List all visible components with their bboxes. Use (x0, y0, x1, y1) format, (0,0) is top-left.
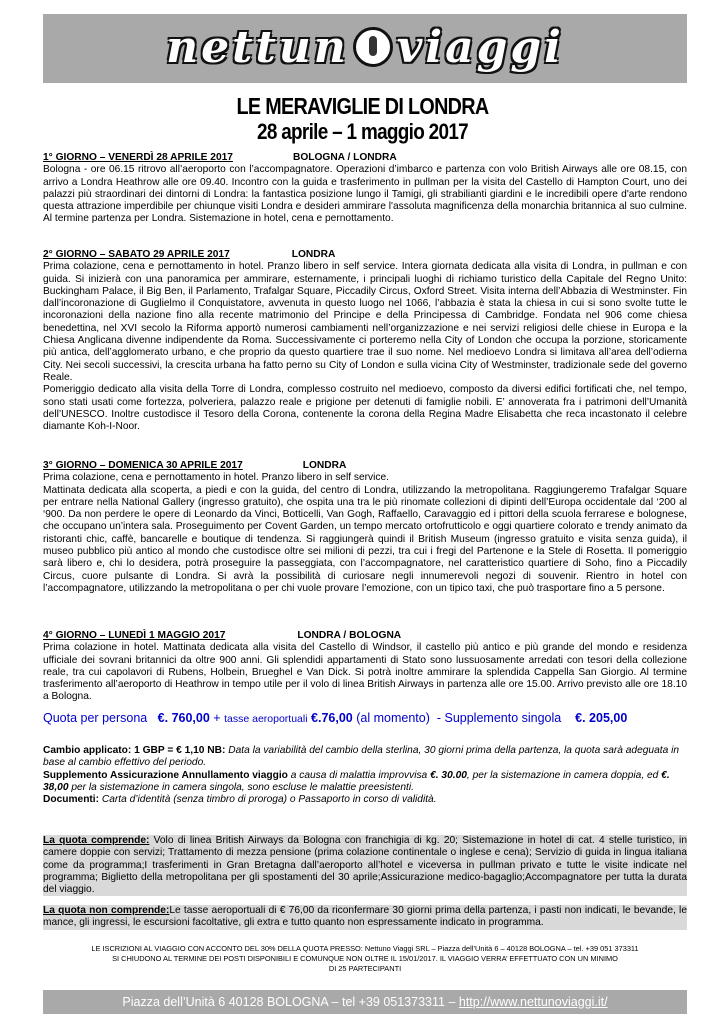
exchange-label: Cambio applicato: 1 GBP = € 1,10 NB: (43, 745, 226, 756)
documents-text: Carta d’identità (senza timbro di proroga) o Passaporto in corso di validità. (101, 794, 437, 806)
exchange-text: Data la variabilità del cambio della sterlina, 30 giorni prima della partenza, la quota sarà adeguata in base al cambio effettivo del periodo. (43, 745, 680, 769)
insurance-amount: €. 30.00 (430, 769, 467, 781)
day-4-section (43, 630, 687, 704)
insurance-text-3: per la sistemazione in camera singola, sono escluse le malattie preesistenti. (71, 781, 414, 793)
day-3-section (43, 460, 687, 595)
day-paragraph: Prima colazione, cena e pernottamento in hotel. Pranzo libero in self service. (43, 472, 389, 484)
day-paragraph: Mattinata dedicata alla scoperta, a piedi e con la guida, del centro di Londra, utilizzando la metropolitana. Raggiungeremo Trafalgar Square per entrare nella National Gallery (ingresso gratuito), che ospita una tra le più rinomate collezioni di dipinti dell’Europa occidentale dal ‘200 al ‘900. Da non perdere le opere di Leonardo da Vinci, Botticelli, Van Gogh, Raffaello, Caravaggio ed i pittori della scuola ferrarese e bolognese, che occupano un’intera sala. Proseguimento per Covent Garden, un tempo mercato ortofrutticolo e oggi quartiere colorato e trendy animato da ristoranti chic, caffè, bancarelle e boutique di tendenza. Si raggiungerà quindi il British Museum (ingresso gratuito e visita senza guida), il museo pubblico più antico al mondo che custodisce oltre sei milioni di pezzi, tra cui i fregi del Partenone e la Stele di Rosetta. Il pomeriggio sarà libero e, chi lo desidera, potrà proseguire la passeggiata, con l’accompagnatore, nel caratteristico quartiere di Soho, fino a Piccadily Circus, cuore pulsante di Londra. Si avrà la possibilità di curiosare negli innumerevoli negozi di souvenir. Rientro in hotel con l’accompagnatore, utilizzando la metropolitana o per chi vuole provare l’emozione, con un tipico taxi, che può trasportare fino a 5 persone. (43, 484, 687, 594)
day-date: 4° GIORNO – LUNEDÌ 1 MAGGIO 2017 (43, 630, 226, 641)
header-banner (43, 14, 687, 83)
day-date: 3° GIORNO – DOMENICA 30 APRILE 2017 (43, 460, 243, 471)
includes-box (43, 835, 687, 896)
day-date: 2° GIORNO – SABATO 29 APRILE 2017 (43, 249, 230, 260)
day-place: LONDRA / BOLOGNA (297, 630, 402, 641)
registration-line: LE ISCRIZIONI AL VIAGGIO CON ACCONTO DEL 30% DELLA QUOTA PRESSO: Nettuno Viaggi SRL – Piazza dell’Unità 6 – 40128 BOLOGNA – tel. +39 051 373311 (91, 944, 639, 953)
includes-label: La quota comprende: (43, 835, 150, 846)
day-heading (43, 249, 687, 261)
registration-line: DI 25 PARTECIPANTI (328, 964, 402, 973)
tax-label: tasse aeroportuali (224, 713, 308, 725)
notes-section (43, 745, 687, 806)
insurance-text: a causa di malattia improvvisa (290, 769, 428, 781)
exchange-note (43, 745, 687, 770)
page-subtitle: 28 aprile – 1 maggio 2017 (256, 119, 469, 144)
excludes-text: Le tasse aeroportuali di € 76,00 da riconfermare 30 giorni prima della partenza, i pasti non indicati, le bevande, le mance, gli ingressi, le escursioni facoltative, gli extra e tutto quanto non espressamente indicato in programma. (43, 905, 687, 929)
day-place: LONDRA (302, 460, 347, 471)
nettuno-viaggi-logo (43, 22, 687, 73)
day-heading (43, 460, 687, 472)
excludes-box (43, 905, 687, 930)
day-place: LONDRA (291, 249, 336, 260)
day-heading (43, 630, 687, 642)
insurance-label: Supplemento Assicurazione Annullamento viaggio (43, 769, 288, 781)
day-paragraph: Pomeriggio dedicato alla visita della Torre di Londra, complesso costruito nel medioevo, composto da diversi edifici fortificati che, nel tempo, sono stati usati come fortezza, polveriera, palazzo reale e prigione per detenuti di famiglie nobili. E’ annoverata fra i patrimoni dell’Umanità dell’UNESCO. Inoltre custodisce il Tesoro della Corona, contenente la corona della Regina Madre Elisabetta che reca incastonato il celebre diamante Koh-I-Noor. (43, 384, 687, 433)
single-supplement-label: - Supplemento singola (436, 711, 562, 725)
day-date: 1° GIORNO – VENERDÌ 28 APRILE 2017 (43, 152, 233, 163)
logo-text-right: viaggi (396, 22, 564, 73)
registration-notes (43, 944, 687, 974)
insurance-text-2: , per la sistemazione in camera doppia, ed (466, 769, 659, 781)
day-paragraph: Bologna - ore 06.15 ritrovo all’aeroporto con l’accompagnatore. Operazioni d’imbarco e partenza con volo British Airways alle ore 08.15, con arrivo a Londra Heathrow alle ore 09.40. Incontro con la guida e trasferimento in pullman per la visita del Castello di Hampton Court, uno dei palazzi più straordinari dei dintorni di Londra: la fantastica posizione lungo il Tamigi, gli strabilianti giardini e le incredibili opere d'arte rendono questa attrazione imperdibile per chiunque visiti Londra e desideri ammirare l'assoluta magnificenza della monarchia britannica al suo culmine. Al termine partenza per Londra. Sistemazione in hotel, cena e pernottamento. (43, 164, 687, 225)
day-heading (43, 152, 687, 164)
footer-bar (43, 990, 687, 1014)
registration-line: SI CHIUDONO AL TERMINE DEI POSTI DISPONIBILI E COMUNQUE NON OLTRE IL 15/01/2017. IL VIAGGIO VERRA’ EFFETTUATO CON UN MINIMO (112, 954, 618, 963)
neptune-globe-icon (353, 27, 393, 67)
day-place: BOLOGNA / LONDRA (292, 152, 397, 163)
logo-text-left: nettun (166, 22, 349, 73)
day-paragraph: Prima colazione in hotel. Mattinata dedicata alla visita del Castello di Windsor, il castello più antico e più grande del mondo e residenza ufficiale dei sovrani britannici da oltre 900 anni. Gli splendidi appartamenti di Stato sono lussuosamente arredati con tesori della collezione reale, tra cui capolavori di Rubens, Holbein, Brueghel e Van Dick. Si potrà inoltre ammirare la splendida Cappella San Giorgio. Al termine trasferimento all’aeroporto di Heathrow in tempo utile per il volo di linea British Airways in partenza alle ore 15.00. Arrivo previsto alle ore 18.10 a Bologna. (43, 642, 687, 703)
insurance-amount-2: €. 38,00 (43, 769, 670, 793)
price-label: Quota per persona (43, 711, 148, 725)
day-2-section (43, 249, 687, 433)
insurance-note (43, 770, 687, 795)
documents-label: Documenti: (43, 794, 100, 806)
day-1-section (43, 152, 687, 226)
documents-note (43, 794, 687, 806)
website-link[interactable]: http://www.nettunoviaggi.it/ (458, 995, 608, 1009)
tax-note: (al momento) (356, 711, 430, 725)
excludes-label: La quota non comprende: (43, 905, 170, 916)
includes-text: Volo di linea British Airways da Bologna con franchigia di kg. 20; Sistemazione in hotel di cat. 4 stelle turistico, in camere doppie con servizi; Trattamento di mezza pensione (prima colazione continentale o inglese e cena); Servizio di guida in lingua italiana come da programma;I trasferimenti in Gran Bretagna dall’aeroporto all’hotel e viceversa in pullman privato e tutte le visite indicate nel programma; Biglietto della metropolitana per gli spostamenti del 30 aprile;Assicurazione medico-bagaglio;Accompagnatore per tutta la durata del viaggio. (43, 835, 687, 896)
footer-address: Piazza dell’Unità 6 40128 BOLOGNA – tel +39 051373311 – (122, 995, 456, 1009)
price-amount: €. 760,00 (157, 711, 210, 725)
page-title: LE MERAVIGLIE DI LONDRA (236, 93, 489, 119)
day-paragraph: Prima colazione, cena e pernottamento in hotel. Pranzo libero in self service. Intera giornata dedicata alla visita di Londra, in pullman e con guida. Si inizierà con una panoramica per ammirare, esternamente, i principali luoghi di richiamo turistico della Capitale del Regno Unito: Buckingham Palace, il Big Ben, il Parlamento, Trafalgar Square, Piccadily Circus, Oxford Street. Visita interna dell’Abbazia di Westminster. Fin dall’incoronazione di Guglielmo il Conquistatore, avvenuta in questo luogo nel 1066, l’abbazia è stata la chiesa in cui si sono svolte tutte le incoronazioni della nazione fino alla recente matrimonio del Principe e della Principessa di Cambridge. Fondata nel 906 come chiesa benedettina, nel XVI secolo la Riforma apportò numerosi cambiamenti nell’organizzazione e nei servizi religiosi delle chiese in Europa e la Chiesa Anglicana divenne indipendente da Roma. Successivamente ci porteremo nella City of London che occupa la porzione, storicamente più antica, dell’agglomerato urbano, e che proprio da questo quartiere trae il suo nome. Nel medioevo Londra si limitava all’area dell’odierna City. Nei secoli successivi, la crescita urbana ha fatto perno su City of London e sulla vicina City of Westminster, tradizionale sede del governo Reale. (43, 261, 687, 383)
price-plus: + (213, 711, 221, 725)
tax-amount: €.76,00 (311, 711, 353, 725)
price-line (43, 711, 687, 725)
single-supplement-amount: €. 205,00 (575, 711, 628, 725)
